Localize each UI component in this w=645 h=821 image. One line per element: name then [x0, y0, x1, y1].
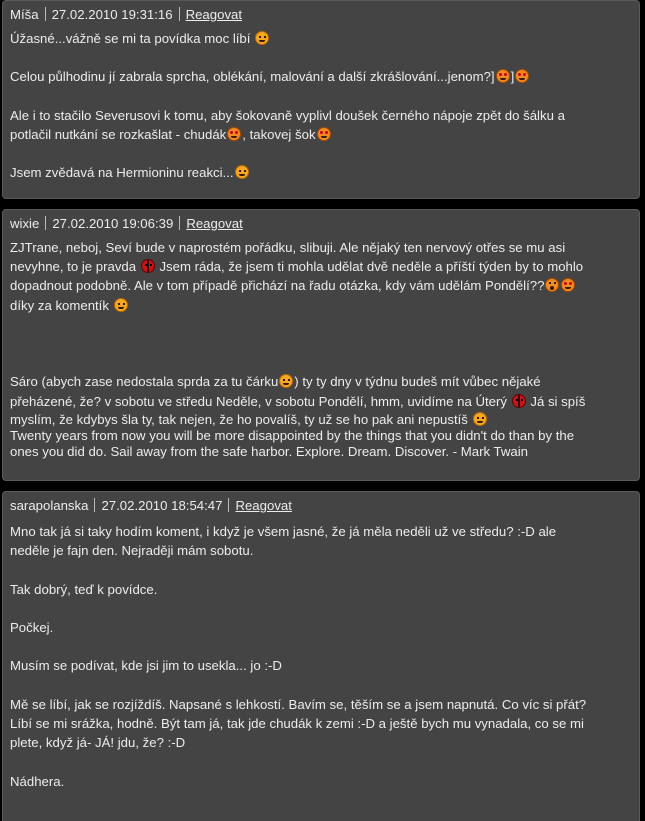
comment-text: Úžasné...vážně se mi ta povídka moc líbí: [10, 31, 251, 46]
comment-text: potlačil nutkání se rozkašlat - chudák: [10, 126, 227, 142]
comment-line: [10, 428, 635, 444]
comment-line: [10, 372, 635, 391]
comment-line: [10, 392, 635, 411]
shock-icon: [545, 278, 559, 292]
comment-text: Já si spíš: [526, 393, 586, 409]
love-icon: [496, 69, 510, 83]
comment-line: [10, 238, 635, 257]
comment-text: plete, když já- JÁ! jdu, že? :-D: [10, 735, 186, 751]
comment-text: přeházené, že? v sobotu ve středu Neděle, v sobotu Pondělí, hmm, uvidíme na Úterý: [10, 393, 508, 409]
comment-line: [10, 125, 635, 144]
comment-header: [10, 7, 242, 23]
comment-date: 27.02.2010 19:06:39: [52, 216, 174, 231]
comment-author: wixie: [10, 216, 40, 231]
signature-text: ones you did do. Sail away from the safe harbor. Explore. Dream. Discover. - Mark Twain: [10, 443, 528, 459]
comment-line: [10, 257, 635, 276]
smile-icon: [255, 31, 269, 45]
comment-text: Tak dobrý, teď k povídce.: [10, 581, 158, 597]
smile-icon: [279, 374, 293, 388]
comment-text: neděle je fajn den. Nejraději mám sobotu.: [10, 543, 254, 559]
comment-header: [10, 216, 243, 232]
comment-text: myslím, že kdybys šla ty, tak nejen, že ho povalíš, ty už se ho pak ani nepustíš: [10, 411, 468, 427]
comment-body: [10, 29, 635, 183]
comment-line: [10, 106, 635, 125]
comment-line: [10, 733, 635, 752]
comment-header: [10, 498, 292, 514]
comment-text: Počkej.: [10, 619, 54, 635]
comment-line: [10, 714, 635, 733]
comment-line: [10, 580, 635, 599]
reply-link[interactable]: Reagovat: [186, 216, 243, 231]
header-divider: [179, 7, 180, 21]
comment: [2, 0, 640, 199]
comment-body: [10, 238, 635, 460]
comment-text: Celou půlhodinu jí zabrala sprcha, oblékání, malování a další zkrášlování...jenom?]: [10, 69, 495, 85]
comment-line: [10, 695, 635, 714]
comment-line: [10, 656, 635, 675]
comment-text: Jsem zvědavá na Hermioninu reakci...: [10, 165, 234, 181]
comment-author: sarapolanska: [10, 498, 89, 513]
comment-line: [10, 29, 635, 48]
comment-text: Líbí se mi srážka, hodně. Být tam já, tak jde chudák k zemi :-D a ještě bych mu vynadala, co se mi: [10, 715, 584, 731]
reply-link[interactable]: Reagovat: [185, 7, 243, 22]
comment-line: [10, 296, 635, 315]
comment-date: 27.02.2010 19:31:16: [51, 7, 173, 22]
comment: [2, 209, 640, 481]
comment-text: Ale i to stačilo Severusovi k tomu, aby šokovaně vyplivl doušek černého nápoje zpět do šálku a: [10, 107, 565, 123]
header-divider: [45, 216, 46, 230]
comment-text: Mě se líbí, jak se rozjíždíš. Napsané s lehkostí. Bavím se, těším se a jsem napnutá. Co víc si přát?: [10, 696, 587, 712]
comment-date: 27.02.2010 18:54:47: [101, 498, 223, 513]
ladybug-icon: [512, 394, 526, 408]
comment-body: [10, 522, 635, 791]
header-divider: [179, 216, 180, 230]
comment-text: Jsem ráda, že jsem ti mohla udělat dvě neděle a příští týden by to mohlo: [155, 259, 584, 275]
header-divider: [45, 7, 46, 21]
reply-link[interactable]: Reagovat: [235, 498, 292, 513]
comment: [2, 491, 640, 821]
comment-line: [10, 541, 635, 560]
comment-line: [10, 411, 635, 428]
comment-text: Musím se podívat, kde jsi jim to usekla... jo :-D: [10, 658, 282, 674]
smile-icon: [473, 412, 487, 426]
love-icon: [561, 278, 575, 292]
comment-text: Mno tak já si taky hodím koment, i když je všem jasné, že já měla neděli už ve středu? :-D ale: [10, 524, 557, 539]
comment-line: [10, 163, 635, 182]
smile-icon: [235, 165, 249, 179]
love-icon: [317, 127, 331, 141]
comment-text: Nádhera.: [10, 773, 65, 789]
comment-line: [10, 522, 635, 541]
comment-line: [10, 444, 635, 460]
love-icon: [227, 127, 241, 141]
comment-line: [10, 772, 635, 791]
comment-text: díky za komentík: [10, 297, 109, 313]
comment-text: , takovej šok: [242, 126, 316, 142]
signature-text: Twenty years from now you will be more disappointed by the things that you didn't do than by the: [10, 427, 575, 443]
comment-line: [10, 276, 635, 295]
header-divider: [94, 498, 95, 512]
comment-text: nevyhne, to je pravda: [10, 259, 137, 275]
comment-text: ) ty ty dny v týdnu budeš mít vůbec nějaké: [294, 374, 541, 390]
comment-text: ]: [510, 69, 515, 85]
ladybug-icon: [141, 259, 155, 273]
love-icon: [515, 69, 529, 83]
comment-text: ZJTrane, neboj, Seví bude v naprostém pořádku, slibuji. Ale nějaký ten nervový otřes se mu asi: [10, 240, 566, 255]
comment-line: [10, 67, 635, 86]
header-divider: [228, 498, 229, 512]
smile-icon: [114, 298, 128, 312]
comment-author: Míša: [10, 7, 39, 22]
comment-text: Sáro (abych zase nedostala sprda za tu čárku: [10, 374, 279, 390]
comment-text: dopadnout podobně. Ale v tom případě přichází na řadu otázka, kdy vám udělám Pondělí??: [10, 278, 545, 294]
comment-line: [10, 618, 635, 637]
